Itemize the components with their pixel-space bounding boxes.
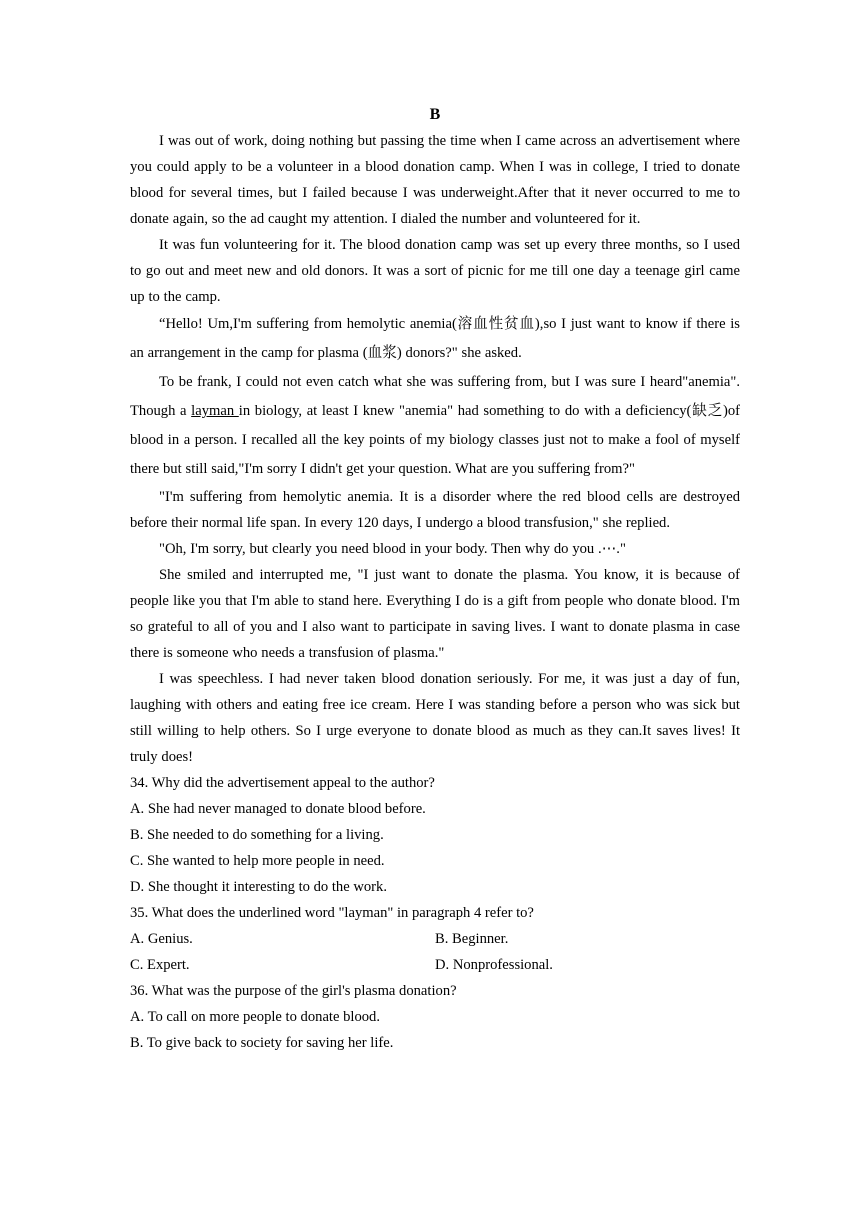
question-35 <box>130 900 740 978</box>
document-page <box>130 102 740 1056</box>
question-36 <box>130 978 740 1056</box>
paragraph-4-text-end: in biology, at least I knew "anemia" had something to do with a deficiency(缺乏)of blood in a person. I recalled all the key points of my biology classes just not to make a fool of myself there but still said,"I'm sorry I didn't get your question. What are you suffering from?" <box>130 403 740 477</box>
question-36-option-a: A. To call on more people to donate blood. <box>130 1009 380 1025</box>
question-34-option-a: A. She had never managed to donate blood before. <box>130 801 426 817</box>
passage-paragraph-8: I was speechless. I had never taken blood donation seriously. For me, it was just a day of fun, laughing with others and eating free ice cream. Here I was standing before a person who was sick but still willing to help others. So I urge everyone to donate blood as much as they can.It saves lives! It truly does! <box>130 671 740 765</box>
question-35-stem: 35. What does the underlined word "layman" in paragraph 4 refer to? <box>130 905 534 921</box>
paragraph-4-text-start: To be frank, I could not even catch what she was suffering from, but I was sure I heard"anemia". Though a <box>130 374 740 419</box>
question-34-option-c: C. She wanted to help more people in need. <box>130 853 385 869</box>
question-36-stem: 36. What was the purpose of the girl's plasma donation? <box>130 983 457 999</box>
question-35-options-row-2 <box>130 952 740 978</box>
question-35-option-c: C. Expert. <box>130 957 190 973</box>
question-34-stem: 34. Why did the advertisement appeal to the author? <box>130 775 435 791</box>
passage-paragraph-5: "I'm suffering from hemolytic anemia. It is a disorder where the red blood cells are destroyed before their normal life span. In every 120 days, I undergo a blood transfusion," she replied. <box>130 489 740 531</box>
question-34-option-b: B. She needed to do something for a living. <box>130 827 384 843</box>
passage-paragraph-3: “Hello! Um,I'm suffering from hemolytic anemia(溶血性贫血),so I just want to know if there is an arrangement in the camp for plasma (血浆) donors?" she asked. <box>130 316 740 361</box>
question-34 <box>130 770 740 900</box>
question-34-option-d: D. She thought it interesting to do the work. <box>130 879 387 895</box>
passage-paragraph-7: She smiled and interrupted me, "I just want to donate the plasma. You know, it is because of people like you that I'm able to stand here. Everything I do is a gift from people who donate blood. I'm so grateful to all of you and I also want to participate in saving lives. I want to donate plasma in case there is someone who needs a transfusion of plasma." <box>130 567 740 661</box>
question-35-options-row-1 <box>130 926 740 952</box>
question-36-option-b: B. To give back to society for saving her life. <box>130 1035 394 1051</box>
section-heading: B <box>429 106 441 123</box>
passage-paragraph-2: It was fun volunteering for it. The blood donation camp was set up every three months, so I used to go out and meet new and old donors. It was a sort of picnic for me till one day a teenage girl came up to the camp. <box>130 237 740 305</box>
underlined-word-layman: layman <box>191 403 239 419</box>
question-35-option-d: D. Nonprofessional. <box>435 957 553 973</box>
passage-paragraph-4 <box>130 368 740 484</box>
question-35-option-b: B. Beginner. <box>435 931 509 947</box>
question-35-option-a: A. Genius. <box>130 931 193 947</box>
passage-paragraph-6: "Oh, I'm sorry, but clearly you need blood in your body. Then why do you .⋯." <box>159 541 626 557</box>
passage-paragraph-1: I was out of work, doing nothing but passing the time when I came across an advertisement where you could apply to be a volunteer in a blood donation camp. When I was in college, I tried to donate blood for several times, but I failed because I was underweight.After that it never occurred to me to donate again, so the ad caught my attention. I dialed the number and volunteered for it. <box>130 133 740 227</box>
